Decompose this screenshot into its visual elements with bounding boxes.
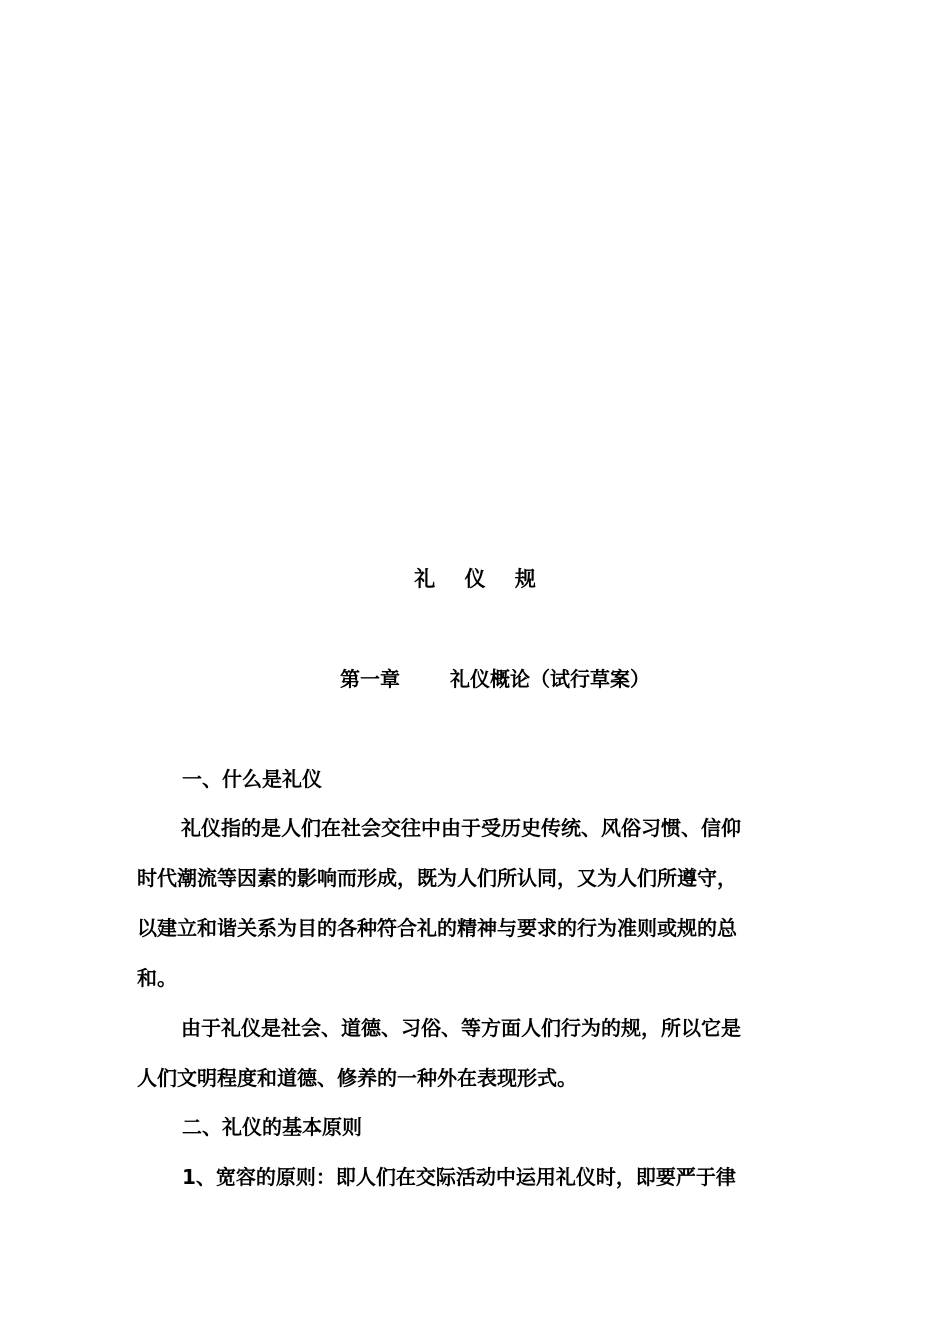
section-2-heading: 二、礼仪的基本原则 <box>182 1115 362 1139</box>
paragraph-1-line-2: 时代潮流等因素的影响而形成，既为人们所认同，又为人们所遵守， <box>137 866 737 890</box>
paragraph-2 <box>137 1003 817 1103</box>
title-char-1: 礼 <box>414 567 436 591</box>
document-title <box>0 563 950 595</box>
paragraph-1-line-1: 礼仪指的是人们在社会交往中由于受历史传统、风俗习惯、信仰 <box>181 816 741 840</box>
title-char-2: 仪 <box>464 567 486 591</box>
paragraph-1-line-3: 以建立和谐关系为目的各种符合礼的精神与要求的行为准则或规的总 <box>137 916 737 940</box>
chapter-title: 礼仪概论（试行草案） <box>450 667 650 691</box>
section-1-heading: 一、什么是礼仪 <box>182 767 322 791</box>
paragraph-2-line-1: 由于礼仪是社会、道德、习俗、等方面人们行为的规，所以它是 <box>181 1016 741 1040</box>
chapter-number: 第一章 <box>340 667 400 691</box>
paragraph-2-line-2: 人们文明程度和道德、修养的一种外在表现形式。 <box>137 1066 577 1090</box>
chapter-heading <box>0 663 950 695</box>
item-1-line: 1、宽容的原则：即人们在交际活动中运用礼仪时，即要严于律 <box>182 1165 736 1189</box>
paragraph-1 <box>137 803 817 1003</box>
title-char-3: 规 <box>514 567 536 591</box>
paragraph-1-line-4: 和。 <box>137 966 177 990</box>
